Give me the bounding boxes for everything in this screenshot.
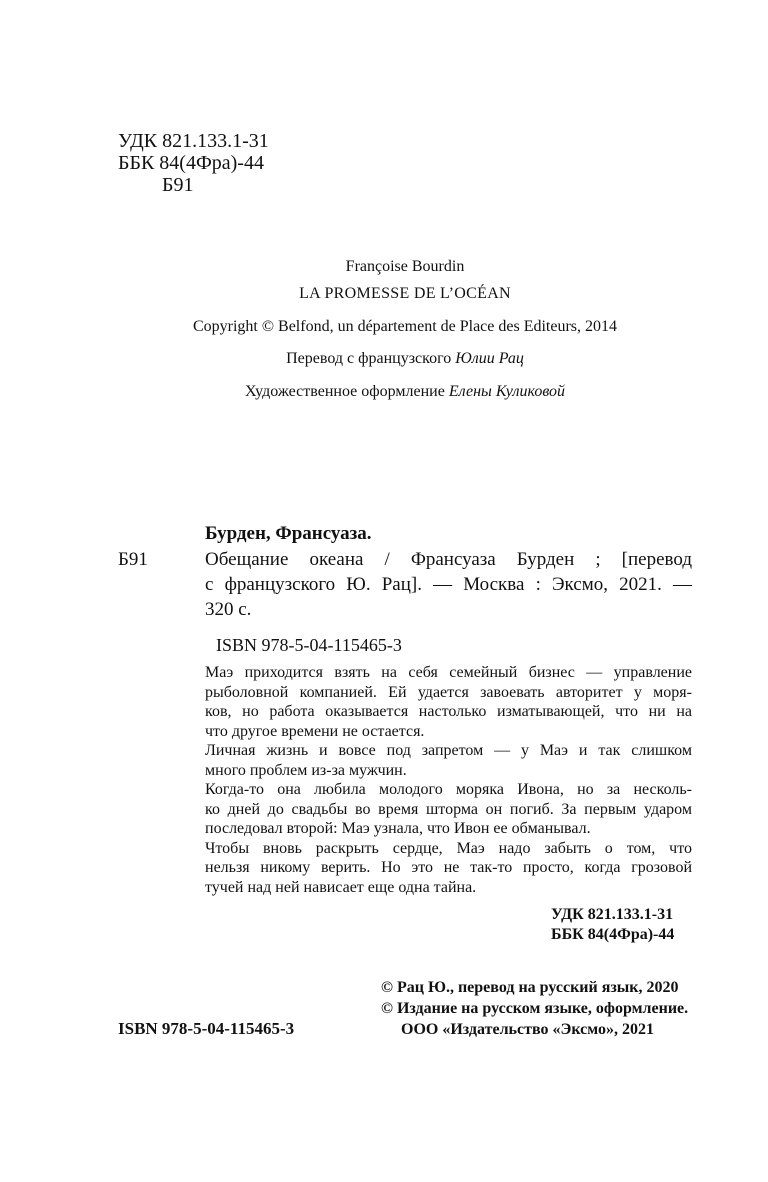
catalog-author-heading: Бурден, Франсуаза. <box>205 523 372 544</box>
udk-code-bottom: УДК 821.133.1-31 <box>551 906 674 923</box>
catalog-isbn: ISBN 978-5-04-115465-3 <box>216 635 402 655</box>
classification-codes-top <box>118 130 269 196</box>
annotation-line: что другое времени не остается. <box>205 722 425 740</box>
annotation-line: Личная жизнь и вовсе под запретом — у Маэ и так слишком <box>205 742 692 759</box>
annotation-line: рыболовной компанией. Ей удается завоевать авторитет у моря- <box>205 683 692 701</box>
catalog-code: Б91 <box>118 549 148 570</box>
annotation-line: Когда-то она любила молодого моряка Ивона, но за несколь- <box>205 781 692 798</box>
annotation-line: тучей над ней нависает еще одна тайна. <box>205 878 477 896</box>
bib-line: Обещание океана / Франсуаза Бурден ; [перевод <box>205 549 692 570</box>
original-author: Françoise Bourdin <box>345 258 465 275</box>
designer-name: Елены Куликовой <box>448 383 566 400</box>
classification-codes-bottom <box>551 905 674 945</box>
original-title: LA PROMESSE DE L’OCÉAN <box>299 285 511 302</box>
publisher-name: ООО «Издательство «Эксмо», 2021 <box>401 1021 654 1038</box>
copyright-edition: © Издание на русском языке, оформление. <box>381 1000 689 1017</box>
udk-code: УДК 821.133.1-31 <box>118 130 269 152</box>
bib-line: с французского Ю. Рац]. — Москва : Эксмо, 2021. — <box>205 574 692 595</box>
translation-prefix: Перевод с французского <box>286 350 456 367</box>
annotation <box>205 663 692 897</box>
design-prefix: Художественное оформление <box>244 383 449 400</box>
annotation-line: нельзя никому верить. Но это не так-то просто, когда грозовой <box>205 859 692 876</box>
copyright-translation: © Рац Ю., перевод на русский язык, 2020 <box>381 979 679 996</box>
design-credit <box>0 383 768 401</box>
translator-name: Юлии Рац <box>455 350 524 367</box>
annotation-line: много проблем из-за мужчин. <box>205 761 407 779</box>
bbk-code: ББК 84(4Фра)-44 <box>118 152 264 174</box>
bibliographic-description <box>205 547 692 622</box>
annotation-line: ков, но работа оказывается настолько изматывающей, что ни на <box>205 703 692 720</box>
annotation-line: Чтобы вновь раскрыть сердце, Маэ надо забыть о том, что <box>205 839 692 857</box>
author-mark-code: Б91 <box>162 174 194 196</box>
original-copyright: Copyright © Belfond, un département de Place des Editeurs, 2014 <box>192 318 618 335</box>
bbk-code-bottom: ББК 84(4Фра)-44 <box>551 926 675 943</box>
bib-line: 320 с. <box>205 599 252 620</box>
annotation-line: Маэ приходится взять на себя семейный бизнес — управление <box>205 664 692 681</box>
translation-credit <box>0 350 768 368</box>
annotation-line: ко дней до свадьбы во время шторма он погиб. За первым ударом <box>205 800 692 818</box>
isbn-bottom: ISBN 978-5-04-115465-3 <box>118 1019 295 1038</box>
copyright-notices <box>381 977 688 1040</box>
annotation-line: последовал второй: Маэ узнала, что Ивон ее обманывал. <box>205 820 591 837</box>
